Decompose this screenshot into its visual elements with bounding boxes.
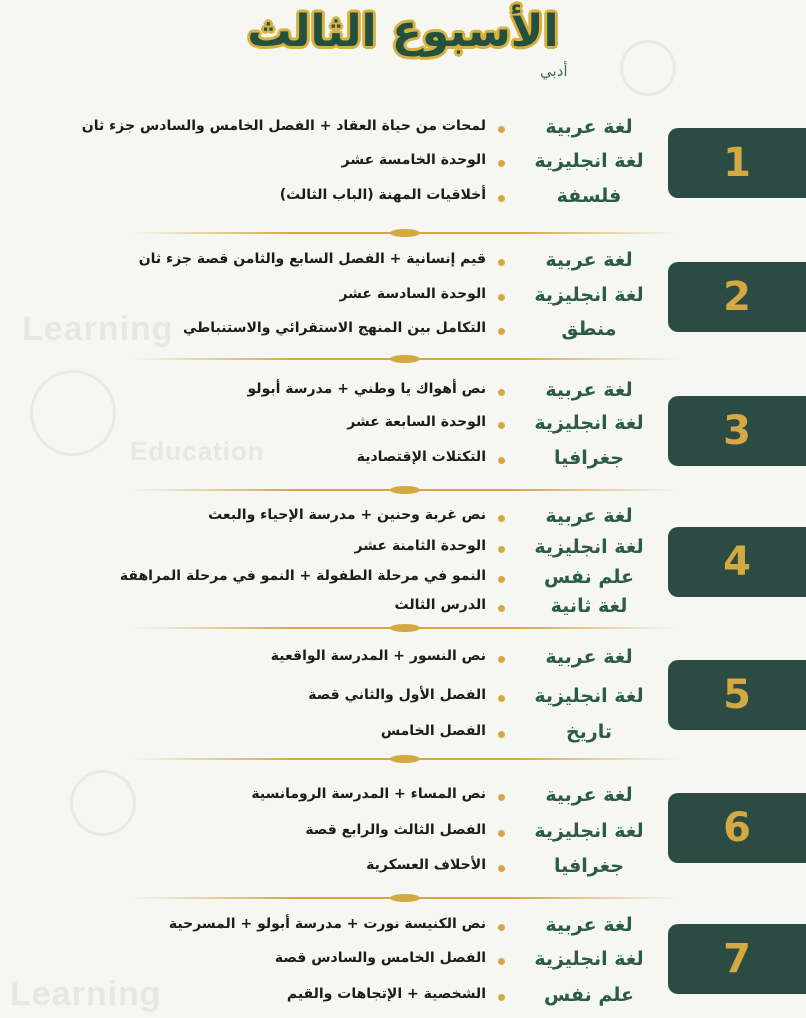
bullet-icon	[498, 328, 505, 335]
day-number-box: 4	[668, 527, 806, 597]
subject-label: لغة انجليزية	[534, 150, 644, 172]
bullet-icon	[498, 576, 505, 583]
section-divider	[130, 358, 680, 360]
schedule-row	[0, 782, 806, 812]
bullet-icon	[498, 294, 505, 301]
topic-text: أخلاقيات المهنة (الباب الثالث)	[279, 187, 486, 203]
bullet-icon	[498, 830, 505, 837]
topic-text: الوحدة الخامسة عشر	[341, 152, 486, 168]
bullet-icon	[498, 695, 505, 702]
bullet-icon	[498, 731, 505, 738]
bullet-icon	[498, 656, 505, 663]
schedule-row	[0, 982, 806, 1012]
topic-text: نص المساء + المدرسة الرومانسية	[251, 786, 486, 802]
schedule-row	[0, 114, 806, 144]
topic-text: الفصل الثالث والرابع قصة	[305, 822, 486, 838]
schedule-row	[0, 503, 806, 533]
subject-label: لغة ثانية	[550, 595, 628, 617]
schedule-row	[0, 445, 806, 475]
bullet-icon	[498, 195, 505, 202]
topic-text: نص الكنيسة نورت + مدرسة أبولو + المسرحية	[168, 916, 486, 932]
subject-label: لغة انجليزية	[534, 412, 644, 434]
subject-label: جغرافيا	[553, 855, 625, 877]
schedule-row	[0, 719, 806, 749]
subject-label: علم نفس	[544, 566, 634, 588]
bullet-icon	[498, 924, 505, 931]
subject-label: لغة عربية	[545, 784, 633, 806]
section-divider	[130, 897, 680, 899]
topic-text: قيم إنسانية + الفصل السابع والثامن قصة جزء ثان	[138, 251, 486, 267]
topic-text: نص النسور + المدرسة الواقعية	[270, 648, 486, 664]
subject-label: جغرافيا	[553, 447, 625, 469]
subject-label: لغة عربية	[545, 505, 633, 527]
day-number-box: 1	[668, 128, 806, 198]
schedule-row	[0, 247, 806, 277]
bullet-icon	[498, 958, 505, 965]
schedule-row	[0, 912, 806, 942]
bullet-icon	[498, 422, 505, 429]
schedule-row	[0, 316, 806, 346]
subject-label: منطق	[561, 318, 617, 340]
bullet-icon	[498, 389, 505, 396]
topic-text: لمحات من حياة العقاد + الفصل الخامس والسادس جزء ثان	[81, 118, 486, 134]
topic-text: نص أهواك يا وطني + مدرسة أبولو	[247, 381, 486, 397]
topic-text: الفصل الخامس	[380, 723, 486, 739]
subject-label: لغة انجليزية	[534, 820, 644, 842]
schedule-row	[0, 534, 806, 564]
topic-text: نص غربة وحنين + مدرسة الإحياء والبعث	[208, 507, 486, 523]
topic-text: الوحدة السادسة عشر	[339, 286, 486, 302]
subject-label: لغة انجليزية	[534, 948, 644, 970]
topic-text: الوحدة الثامنة عشر	[354, 538, 486, 554]
subject-label: لغة انجليزية	[534, 536, 644, 558]
bullet-icon	[498, 160, 505, 167]
day-number-box: 5	[668, 660, 806, 730]
section-divider	[130, 627, 680, 629]
bullet-icon	[498, 546, 505, 553]
topic-text: الأحلاف العسكرية	[366, 857, 486, 873]
schedule-row	[0, 818, 806, 848]
bullet-icon	[498, 457, 505, 464]
topic-text: التكامل بين المنهج الاستقرائي والاستنباطي	[182, 320, 486, 336]
schedule-row	[0, 946, 806, 976]
bullet-icon	[498, 605, 505, 612]
bg-word-education: Education	[130, 436, 265, 466]
schedule-row	[0, 410, 806, 440]
topic-text: النمو في مرحلة الطفولة + النمو في مرحلة المراهقة	[119, 568, 486, 584]
stream-label: أدبي	[540, 62, 568, 80]
day-number-box: 7	[668, 924, 806, 994]
topic-text: الشخصية + الإتجاهات والقيم	[286, 986, 486, 1002]
subject-label: لغة عربية	[545, 249, 633, 271]
bullet-icon	[498, 994, 505, 1001]
day-number-box: 3	[668, 396, 806, 466]
bullet-icon	[498, 794, 505, 801]
topic-text: الوحدة السابعة عشر	[347, 414, 486, 430]
bg-word-learning-2: Learning	[10, 975, 162, 1013]
schedule-row	[0, 644, 806, 674]
bullet-icon	[498, 865, 505, 872]
schedule-row	[0, 377, 806, 407]
schedule-row	[0, 683, 806, 713]
topic-text: الدرس الثالث	[394, 597, 486, 613]
header	[0, 0, 806, 90]
subject-label: لغة عربية	[545, 379, 633, 401]
schedule-row	[0, 183, 806, 213]
bg-word-learning: Learning	[22, 310, 174, 348]
section-divider	[130, 232, 680, 234]
schedule-row	[0, 853, 806, 883]
subject-label: لغة عربية	[545, 646, 633, 668]
day-number-box: 2	[668, 262, 806, 332]
section-divider	[130, 758, 680, 760]
schedule-row	[0, 282, 806, 312]
bullet-icon	[498, 515, 505, 522]
bullet-icon	[498, 259, 505, 266]
day-number-box: 6	[668, 793, 806, 863]
topic-text: الفصل الخامس والسادس قصة	[274, 950, 486, 966]
subject-label: علم نفس	[544, 984, 634, 1006]
subject-label: لغة عربية	[545, 914, 633, 936]
page-title: الأسبوع الثالث	[247, 6, 559, 57]
topic-text: التكتلات الإقتصادية	[356, 449, 486, 465]
schedule-row	[0, 148, 806, 178]
subject-label: فلسفة	[556, 185, 622, 207]
bullet-icon	[498, 126, 505, 133]
topic-text: الفصل الأول والثاني قصة	[308, 687, 486, 703]
section-divider	[130, 489, 680, 491]
schedule-row	[0, 564, 806, 594]
subject-label: لغة انجليزية	[534, 685, 644, 707]
subject-label: تاريخ	[565, 721, 613, 743]
subject-label: لغة عربية	[545, 116, 633, 138]
schedule-row	[0, 593, 806, 623]
subject-label: لغة انجليزية	[534, 284, 644, 306]
